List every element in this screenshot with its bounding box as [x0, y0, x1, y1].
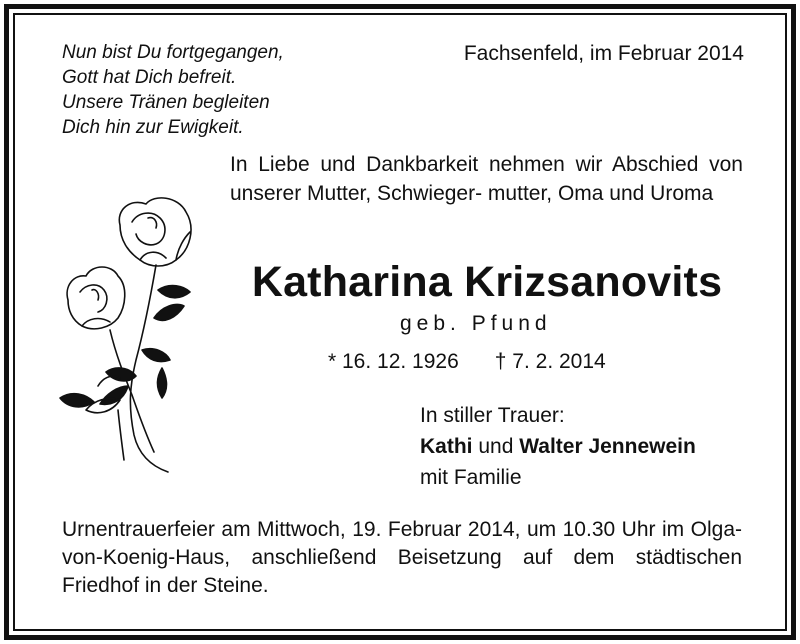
mourners — [420, 400, 696, 493]
place-and-date: Fachsenfeld, im Februar 2014 — [463, 42, 744, 65]
deceased-name: Katharina Krizsanovits — [251, 258, 723, 306]
poem-line: Dich hin zur Ewigkeit. — [62, 117, 244, 138]
poem-line: Gott hat Dich befreit. — [62, 67, 237, 88]
poem — [62, 40, 284, 140]
maiden-name: geb. Pfund — [400, 312, 552, 335]
life-dates — [328, 350, 642, 374]
mourner-name-1: Kathi — [420, 435, 473, 458]
rose-drawing-icon — [58, 190, 198, 475]
poem-line: Nun bist Du fortgegangen, — [62, 42, 284, 63]
poem-line: Unsere Tränen begleiten — [62, 92, 270, 113]
mourner-connector: und — [472, 435, 520, 458]
intro-text: In Liebe und Dankbarkeit nehmen wir Abschied von unserer Mutter, Schwieger- mutter, Oma und Uroma — [230, 153, 743, 205]
mourner-name-2: Walter Jennewein — [519, 435, 696, 458]
birth-date: * 16. 12. 1926 — [328, 350, 459, 373]
mourners-heading: In stiller Trauer: — [420, 404, 565, 427]
death-date: † 7. 2. 2014 — [494, 350, 606, 373]
mourners-names — [420, 431, 696, 462]
mourners-family: mit Familie — [420, 466, 522, 489]
funeral-service-text: Urnentrauerfeier am Mittwoch, 19. Februar 2014, um 10.30 Uhr im Olga-von-Koenig-Haus, anschließend Beisetzung auf dem städtischen Friedhof in der Steine. — [62, 518, 742, 597]
